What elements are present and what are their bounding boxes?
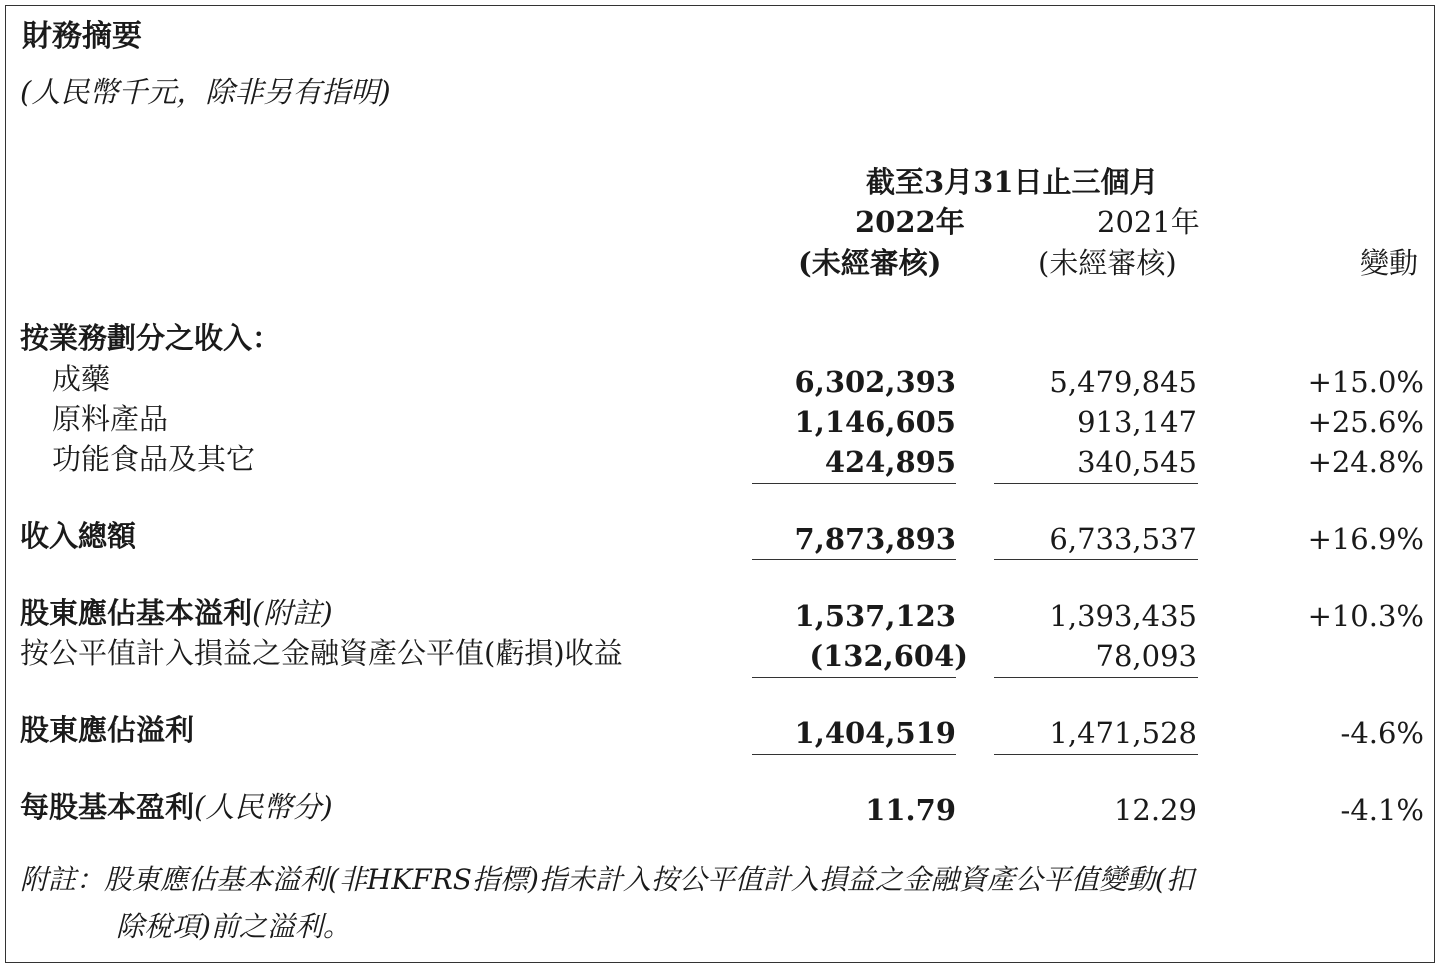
total-revenue-change: +16.9% (1307, 522, 1424, 556)
segment-label: 功能食品及其它 (52, 442, 256, 476)
basic-profit-current: 1,537,123 (794, 599, 956, 633)
eps-change: -4.1% (1340, 793, 1424, 827)
audit-prior-header: (未經審核) (1038, 246, 1177, 280)
basic-profit-label-text: 股東應佔基本溢利 (20, 596, 253, 630)
segment-current-value: 6,302,393 (794, 365, 956, 399)
year-current-header: 2022年 (855, 205, 965, 239)
total-rule-current (752, 559, 956, 560)
total-revenue-label: 收入總額 (20, 519, 137, 553)
fair-value-prior: 78,093 (1095, 639, 1197, 673)
segment-label: 成藥 (52, 362, 111, 396)
fair-value-current: (132,604) (809, 639, 968, 673)
basic-profit-change: +10.3% (1307, 599, 1424, 633)
eps-current: 11.79 (865, 793, 956, 827)
year-prior-header: 2021年 (1097, 205, 1200, 239)
fair-value-label: 按公平值計入損益之金融資產公平值(虧損)收益 (20, 636, 623, 670)
profit-label: 股東應佔溢利 (20, 713, 195, 747)
segment-change-value: +24.8% (1307, 445, 1424, 479)
profit-rule-current (752, 677, 956, 678)
period-header: 截至3月31日止三個月 (866, 165, 1159, 199)
profit-change: -4.6% (1340, 716, 1424, 750)
segment-current-value: 1,146,605 (794, 405, 956, 439)
total-rule-prior (994, 559, 1198, 560)
basic-profit-note-ref: (附註) (252, 596, 333, 630)
basic-profit-label (20, 596, 333, 630)
profit-rule-prior (994, 677, 1198, 678)
eps-prior: 12.29 (1113, 793, 1197, 827)
footnote-line-1: 附註：股東應佔基本溢利(非HKFRS指標)指未計入按公平值計入損益之金融資產公平值變動(扣 (20, 863, 1194, 896)
change-header: 變動 (1360, 246, 1419, 280)
eps-unit: (人民幣分) (194, 790, 333, 824)
segment-heading: 按業務劃分之收入： (20, 321, 282, 355)
segment-prior-value: 5,479,845 (1049, 365, 1197, 399)
total-revenue-prior: 6,733,537 (1049, 522, 1197, 556)
eps-rule-current (752, 754, 956, 755)
segment-prior-value: 340,545 (1077, 445, 1197, 479)
segment-current-value: 424,895 (824, 445, 956, 479)
segment-prior-value: 913,147 (1077, 405, 1197, 439)
profit-prior: 1,471,528 (1049, 716, 1197, 750)
subtotal-rule-prior (994, 483, 1198, 484)
unit-note: (人民幣千元，除非另有指明) (20, 75, 391, 109)
profit-current: 1,404,519 (794, 716, 956, 750)
segment-change-value: +25.6% (1307, 405, 1424, 439)
footnote-line-2: 除稅項)前之溢利。 (116, 910, 351, 943)
section-title: 財務摘要 (22, 19, 142, 54)
audit-current-header: (未經審核) (798, 246, 942, 280)
subtotal-rule-current (752, 483, 956, 484)
segment-label: 原料產品 (52, 402, 169, 436)
eps-label (20, 790, 333, 824)
basic-profit-prior: 1,393,435 (1049, 599, 1197, 633)
segment-change-value: +15.0% (1307, 365, 1424, 399)
total-revenue-current: 7,873,893 (794, 522, 956, 556)
eps-rule-prior (994, 754, 1198, 755)
eps-label-text: 每股基本盈利 (20, 790, 195, 824)
